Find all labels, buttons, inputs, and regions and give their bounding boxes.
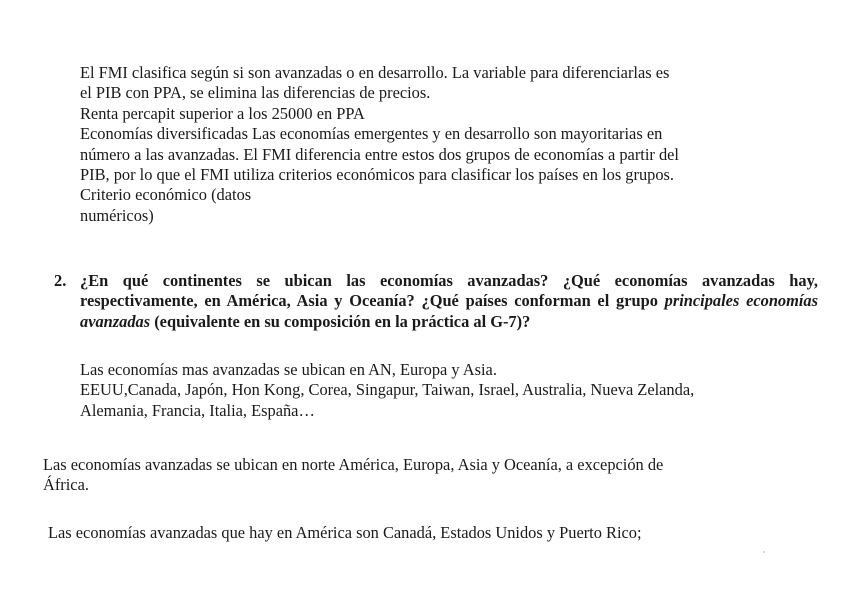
answer-paragraph-3	[48, 523, 828, 543]
intro-line: el PIB con PPA, se elimina las diferencias de precios.	[80, 83, 431, 103]
answer-line: Las economías mas avanzadas se ubican en AN, Europa y Asia.	[80, 360, 497, 379]
intro-line: Renta percapit superior a los 25000 en PPA	[80, 103, 365, 123]
question-text-italic: principales economías avanzadas	[80, 291, 819, 331]
answer-line: EEUU,Canada, Japón, Hon Kong, Corea, Singapur, Taiwan, Israel, Australia, Nueva Zelanda,	[80, 380, 695, 400]
intro-line: número a las avanzadas. El FMI diferencia entre estos dos grupos de economías a partir del	[80, 144, 679, 164]
question-2	[54, 271, 818, 332]
intro-line: PIB, por lo que el FMI utiliza criterios económicos para clasificar los países en los grupos.	[80, 165, 675, 185]
intro-line: El FMI clasifica según si son avanzadas o en desarrollo. La variable para diferenciarlas es	[80, 63, 670, 82]
intro-line: Criterio económico (datos	[80, 185, 252, 205]
answer-paragraph-2	[43, 455, 803, 495]
intro-line: numéricos)	[80, 205, 154, 225]
intro-paragraph	[80, 63, 820, 226]
answer-line: Las economías avanzadas que hay en América son Canadá, Estados Unidos y Puerto Rico;	[48, 523, 642, 542]
intro-line: Economías diversificadas Las economías emergentes y en desarrollo son mayoritarias en	[80, 124, 663, 144]
answer-paragraph-1	[80, 360, 820, 421]
question-text-part2: (equivalente en su composición en la práctica al G-7)?	[150, 311, 531, 331]
question-text-part1: ¿En qué continentes se ubican las economías avanzadas? ¿Qué economías avanzadas hay, respectivamente, en América, Asia y Oceanía? ¿Qué países conforman el grupo	[80, 271, 818, 311]
stray-mark	[763, 551, 765, 553]
question-number: 2.	[54, 271, 67, 290]
answer-line: África.	[43, 475, 89, 494]
answer-line: Las economías avanzadas se ubican en norte América, Europa, Asia y Oceanía, a excepción de	[43, 455, 664, 474]
answer-line: Alemania, Francia, Italia, España…	[80, 400, 315, 420]
question-text	[80, 271, 818, 332]
